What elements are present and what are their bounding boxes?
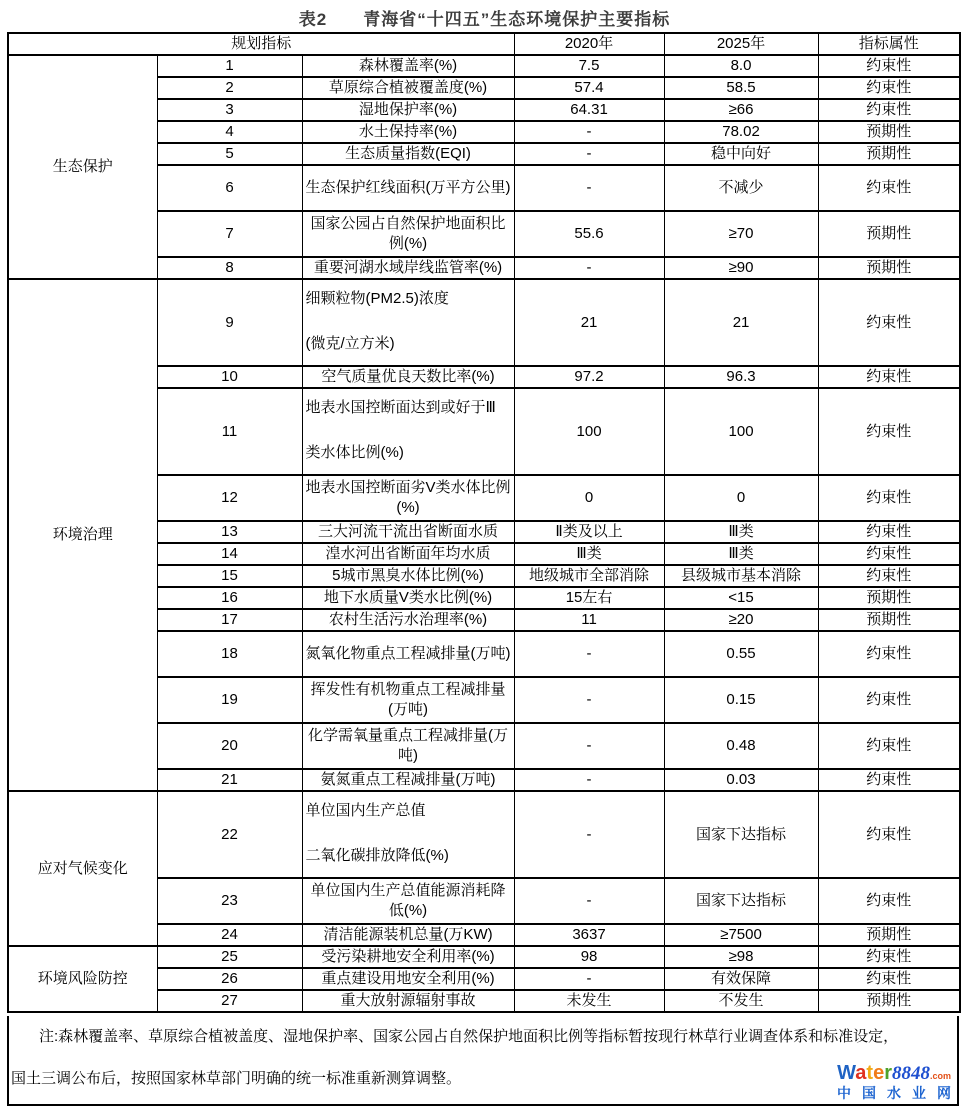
- indicator-name-cell: 重点建设用地安全利用(%): [302, 968, 514, 990]
- row-number-cell: 27: [157, 990, 302, 1012]
- indicator-name-line: 地表水国控断面达到或好于Ⅲ: [305, 399, 496, 416]
- page-title: 表2 青海省“十四五”生态环境保护主要指标: [298, 10, 671, 29]
- indicator-name-cell: 单位国内生产总值能源消耗降低(%): [302, 878, 514, 924]
- footnote-box: [7, 1016, 962, 1106]
- value-2025-cell: 国家下达指标: [664, 791, 818, 878]
- value-2020-cell: 55.6: [514, 211, 664, 257]
- indicator-name-cell: [302, 388, 514, 475]
- attribute-cell: 约束性: [818, 165, 960, 211]
- indicator-name-cell: 草原综合植被覆盖度(%): [302, 77, 514, 99]
- category-cell: 环境治理: [8, 279, 157, 791]
- attribute-cell: 约束性: [818, 968, 960, 990]
- value-2025-cell: Ⅲ类: [664, 521, 818, 543]
- value-2025-cell: 不发生: [664, 990, 818, 1012]
- attribute-cell: 约束性: [818, 946, 960, 968]
- table-row: [8, 946, 960, 968]
- row-number-cell: 15: [157, 565, 302, 587]
- watermark-letter: e: [873, 1062, 885, 1084]
- value-2025-cell: 0.03: [664, 769, 818, 791]
- attribute-cell: 约束性: [818, 279, 960, 366]
- indicator-name-cell: [302, 279, 514, 366]
- row-number-cell: 17: [157, 609, 302, 631]
- row-number-cell: 11: [157, 388, 302, 475]
- value-2025-cell: 58.5: [664, 77, 818, 99]
- row-number-cell: 12: [157, 475, 302, 521]
- attribute-cell: 预期性: [818, 609, 960, 631]
- value-2020-cell: -: [514, 968, 664, 990]
- value-2025-cell: ≥7500: [664, 924, 818, 946]
- attribute-cell: 预期性: [818, 143, 960, 165]
- value-2025-cell: 县级城市基本消除: [664, 565, 818, 587]
- indicator-name-cell: 重大放射源辐射事故: [302, 990, 514, 1012]
- indicator-name-line: 单位国内生产总值: [305, 802, 426, 819]
- watermark-letter: a: [855, 1062, 867, 1084]
- value-2020-cell: 100: [514, 388, 664, 475]
- watermark-letter: W: [837, 1062, 856, 1084]
- value-2020-cell: -: [514, 878, 664, 924]
- indicators-table: [7, 32, 961, 1013]
- value-2020-cell: 11: [514, 609, 664, 631]
- value-2020-cell: 15左右: [514, 587, 664, 609]
- value-2025-cell: Ⅲ类: [664, 543, 818, 565]
- header-year-2025: 2025年: [664, 33, 818, 55]
- value-2020-cell: -: [514, 257, 664, 279]
- attribute-cell: 约束性: [818, 366, 960, 388]
- value-2020-cell: 57.4: [514, 77, 664, 99]
- value-2025-cell: ≥20: [664, 609, 818, 631]
- header-indicator-attribute: 指标属性: [818, 33, 960, 55]
- category-cell: 应对气候变化: [8, 791, 157, 946]
- value-2020-cell: -: [514, 791, 664, 878]
- indicator-name-cell: 空气质量优良天数比率(%): [302, 366, 514, 388]
- value-2020-cell: 21: [514, 279, 664, 366]
- row-number-cell: 3: [157, 99, 302, 121]
- attribute-cell: 约束性: [818, 723, 960, 769]
- indicator-name-line: 类水体比例(%): [305, 444, 404, 461]
- value-2025-cell: 国家下达指标: [664, 878, 818, 924]
- row-number-cell: 26: [157, 968, 302, 990]
- indicator-name-multiline: [303, 283, 514, 362]
- value-2020-cell: -: [514, 723, 664, 769]
- value-2025-cell: 21: [664, 279, 818, 366]
- indicator-name-cell: 氮氧化物重点工程减排量(万吨): [302, 631, 514, 677]
- indicator-name-cell: 重要河湖水域岸线监管率(%): [302, 257, 514, 279]
- table-header-row: [8, 33, 960, 55]
- watermark-8848-text: 8848: [891, 1063, 930, 1084]
- value-2020-cell: 未发生: [514, 990, 664, 1012]
- indicator-name-cell: 生态保护红线面积(万平方公里): [302, 165, 514, 211]
- value-2020-cell: 97.2: [514, 366, 664, 388]
- value-2020-cell: -: [514, 143, 664, 165]
- value-2020-cell: Ⅲ类: [514, 543, 664, 565]
- value-2020-cell: 0: [514, 475, 664, 521]
- value-2025-cell: 0: [664, 475, 818, 521]
- attribute-cell: 约束性: [818, 791, 960, 878]
- attribute-cell: 约束性: [818, 878, 960, 924]
- value-2025-cell: 96.3: [664, 366, 818, 388]
- value-2025-cell: ≥70: [664, 211, 818, 257]
- indicator-name-line: (微克/立方米): [305, 335, 395, 352]
- attribute-cell: 约束性: [818, 99, 960, 121]
- value-2025-cell: 0.15: [664, 677, 818, 723]
- indicator-name-line: 细颗粒物(PM2.5)浓度: [305, 290, 449, 307]
- row-number-cell: 10: [157, 366, 302, 388]
- attribute-cell: 约束性: [818, 677, 960, 723]
- attribute-cell: 约束性: [818, 521, 960, 543]
- watermark-dotcom-text: .com: [929, 1071, 951, 1081]
- row-number-cell: 5: [157, 143, 302, 165]
- row-number-cell: 21: [157, 769, 302, 791]
- attribute-cell: 约束性: [818, 769, 960, 791]
- category-cell: 环境风险防控: [8, 946, 157, 1012]
- value-2025-cell: 稳中向好: [664, 143, 818, 165]
- row-number-cell: 16: [157, 587, 302, 609]
- row-number-cell: 8: [157, 257, 302, 279]
- indicator-name-cell: 地下水质量V类水比例(%): [302, 587, 514, 609]
- watermark-letter: r: [884, 1062, 892, 1084]
- indicator-name-cell: 5城市黑臭水体比例(%): [302, 565, 514, 587]
- row-number-cell: 9: [157, 279, 302, 366]
- indicator-name-cell: 挥发性有机物重点工程减排量(万吨): [302, 677, 514, 723]
- indicator-name-cell: 清洁能源装机总量(万KW): [302, 924, 514, 946]
- indicator-name-cell: 三大河流干流出省断面水质: [302, 521, 514, 543]
- indicator-name-cell: 国家公园占自然保护地面积比例(%): [302, 211, 514, 257]
- footnote-line-1: 注:森林覆盖率、草原综合植被盖度、湿地保护率、国家公园占自然保护地面积比例等指标暂按现行林草行业调查体系和标准设定，: [39, 1028, 899, 1045]
- value-2025-cell: ≥98: [664, 946, 818, 968]
- row-number-cell: 14: [157, 543, 302, 565]
- indicator-name-cell: 森林覆盖率(%): [302, 55, 514, 77]
- row-number-cell: 23: [157, 878, 302, 924]
- header-year-2020: 2020年: [514, 33, 664, 55]
- value-2020-cell: 7.5: [514, 55, 664, 77]
- indicator-name-cell: 地表水国控断面劣V类水体比例(%): [302, 475, 514, 521]
- row-number-cell: 2: [157, 77, 302, 99]
- row-number-cell: 24: [157, 924, 302, 946]
- table-row: [8, 791, 960, 878]
- watermark-wordmark: [837, 1063, 951, 1083]
- footnote-line-2: 国土三调公布后，按照国家林草部门明确的统一标准重新测算调整。: [11, 1070, 462, 1087]
- row-number-cell: 18: [157, 631, 302, 677]
- value-2025-cell: 0.48: [664, 723, 818, 769]
- value-2020-cell: -: [514, 121, 664, 143]
- value-2025-cell: ≥66: [664, 99, 818, 121]
- value-2020-cell: -: [514, 769, 664, 791]
- row-number-cell: 1: [157, 55, 302, 77]
- value-2025-cell: 100: [664, 388, 818, 475]
- table-row: [8, 55, 960, 77]
- value-2020-cell: 64.31: [514, 99, 664, 121]
- attribute-cell: 约束性: [818, 55, 960, 77]
- attribute-cell: 预期性: [818, 257, 960, 279]
- value-2025-cell: 不减少: [664, 165, 818, 211]
- attribute-cell: 预期性: [818, 924, 960, 946]
- watermark-tagline: 中国水业网: [837, 1085, 962, 1101]
- indicator-name-cell: [302, 791, 514, 878]
- value-2020-cell: 地级城市全部消除: [514, 565, 664, 587]
- indicator-name-line: 二氧化碳排放降低(%): [305, 847, 449, 864]
- attribute-cell: 预期性: [818, 121, 960, 143]
- row-number-cell: 6: [157, 165, 302, 211]
- table-row: [8, 279, 960, 366]
- row-number-cell: 4: [157, 121, 302, 143]
- watermark-water-text: [837, 1062, 892, 1084]
- indicator-name-cell: 生态质量指数(EQI): [302, 143, 514, 165]
- indicator-name-cell: 化学需氧量重点工程减排量(万吨): [302, 723, 514, 769]
- value-2025-cell: 8.0: [664, 55, 818, 77]
- value-2020-cell: 98: [514, 946, 664, 968]
- attribute-cell: 约束性: [818, 77, 960, 99]
- value-2020-cell: 3637: [514, 924, 664, 946]
- row-number-cell: 22: [157, 791, 302, 878]
- indicator-name-cell: 受污染耕地安全利用率(%): [302, 946, 514, 968]
- attribute-cell: 预期性: [818, 587, 960, 609]
- indicator-name-multiline: [303, 795, 514, 874]
- attribute-cell: 约束性: [818, 388, 960, 475]
- indicator-name-cell: 氨氮重点工程减排量(万吨): [302, 769, 514, 791]
- indicator-name-cell: 农村生活污水治理率(%): [302, 609, 514, 631]
- value-2020-cell: Ⅱ类及以上: [514, 521, 664, 543]
- attribute-cell: 约束性: [818, 631, 960, 677]
- attribute-cell: 约束性: [818, 543, 960, 565]
- row-number-cell: 20: [157, 723, 302, 769]
- header-planning-indicators: 规划指标: [8, 33, 514, 55]
- table-body: [8, 55, 960, 1012]
- indicator-name-multiline: [303, 392, 514, 471]
- value-2020-cell: -: [514, 631, 664, 677]
- value-2025-cell: 0.55: [664, 631, 818, 677]
- value-2025-cell: ≥90: [664, 257, 818, 279]
- attribute-cell: 预期性: [818, 211, 960, 257]
- value-2020-cell: -: [514, 165, 664, 211]
- indicator-name-cell: 湿地保护率(%): [302, 99, 514, 121]
- watermark-letter: t: [866, 1062, 874, 1084]
- attribute-cell: 约束性: [818, 565, 960, 587]
- attribute-cell: 预期性: [818, 990, 960, 1012]
- attribute-cell: 约束性: [818, 475, 960, 521]
- value-2020-cell: -: [514, 677, 664, 723]
- row-number-cell: 19: [157, 677, 302, 723]
- indicator-name-cell: 水土保持率(%): [302, 121, 514, 143]
- value-2025-cell: <15: [664, 587, 818, 609]
- value-2025-cell: 78.02: [664, 121, 818, 143]
- row-number-cell: 25: [157, 946, 302, 968]
- row-number-cell: 7: [157, 211, 302, 257]
- indicator-name-cell: 湟水河出省断面年均水质: [302, 543, 514, 565]
- watermark-logo: [837, 1062, 962, 1101]
- row-number-cell: 13: [157, 521, 302, 543]
- value-2025-cell: 有效保障: [664, 968, 818, 990]
- category-cell: 生态保护: [8, 55, 157, 279]
